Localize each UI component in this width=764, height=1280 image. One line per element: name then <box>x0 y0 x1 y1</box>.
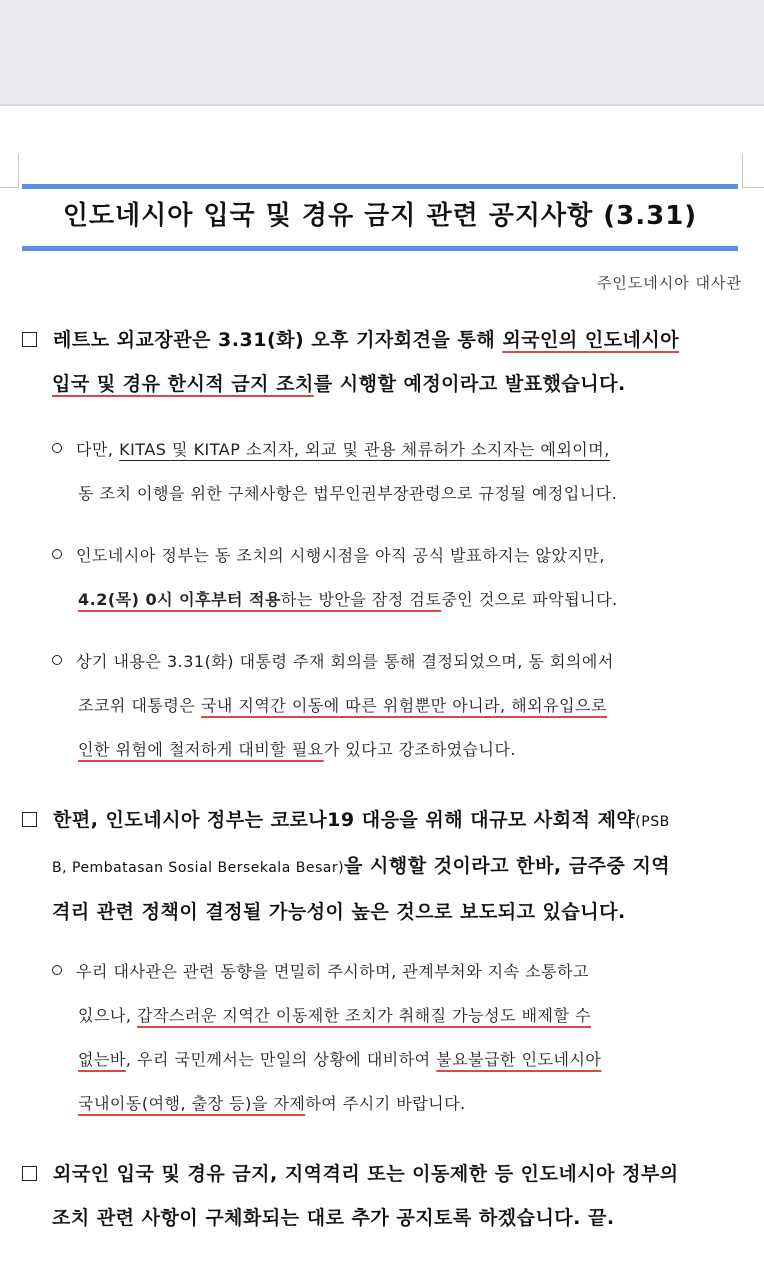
section-2: 한편, 인도네시아 정부는 코로나19 대응을 위해 대규모 사회적 제약(PSB B, Pembatasan Sosial Bersekala Besar)을 시행할 것이라고 한바, 금주중 지역 격리 관련 정책이 결정될 가능성이 높은 것으로 보도되고 있습니다. <box>22 798 744 934</box>
checkbox-square-icon <box>22 332 37 347</box>
crop-mark <box>742 154 743 188</box>
section-1-bullet-1: 다만, KITAS 및 KITAP 소지자, 외교 및 관용 체류허가 소지자는 예외이며, 동 조치 이행을 위한 구체사항은 법무인권부장관령으로 규정될 예정입니다. <box>22 428 744 516</box>
title-rule-top <box>22 184 738 189</box>
section-2-bullet-1: 우리 대사관은 관련 동향을 면밀히 주시하며, 관계부처와 지속 소통하고 있으나, 갑작스러운 지역간 이동제한 조치가 취해질 가능성도 배제할 수 없는바, 우리 국민께서는 만일의 상황에 대비하여 불요불급한 인도네시아 국내이동(여행, 출장 등)을 자제하여 주시기 바랍니다. <box>22 950 744 1126</box>
bullet-circle-icon <box>52 549 62 559</box>
section-1: 레트노 외교장관은 3.31(화) 오후 기자회견을 통해 외국인의 인도네시아 입국 및 경유 한시적 금지 조치를 시행할 예정이라고 발표했습니다. <box>22 318 744 406</box>
crop-mark <box>18 154 19 188</box>
bullet-circle-icon <box>52 443 62 453</box>
section-3: 외국인 입국 및 경유 금지, 지역격리 또는 이동제한 등 인도네시아 정부의 조치 관련 사항이 구체화되는 대로 추가 공지토록 하겠습니다. 끝. <box>22 1152 744 1240</box>
section-1-bullet-2: 인도네시아 정부는 동 조치의 시행시점을 아직 공식 발표하지는 않았지만, 4.2(목) 0시 이후부터 적용하는 방안을 잠정 검토중인 것으로 파악됩니다. <box>22 534 744 622</box>
issuer: 주인도네시아 대사관 <box>596 274 742 292</box>
document-title: 인도네시아 입국 및 경유 금지 관련 공지사항 (3.31) <box>62 201 698 231</box>
bullet-circle-icon <box>52 965 62 975</box>
bullet-circle-icon <box>52 655 62 665</box>
checkbox-square-icon <box>22 1166 37 1181</box>
section-1-bullet-3: 상기 내용은 3.31(화) 대통령 주재 회의를 통해 결정되었으며, 동 회의에서 조코위 대통령은 국내 지역간 이동에 따른 위험뿐만 아니라, 해외유입으로 인한 위험에 철저하게 대비할 필요가 있다고 강조하였습니다. <box>22 640 744 772</box>
checkbox-square-icon <box>22 812 37 827</box>
document-page <box>0 106 764 1280</box>
crop-mark <box>0 187 18 188</box>
viewer-toolbar <box>0 0 764 106</box>
title-box <box>22 184 738 252</box>
crop-mark <box>743 187 764 188</box>
title-rule-bottom <box>22 246 738 251</box>
